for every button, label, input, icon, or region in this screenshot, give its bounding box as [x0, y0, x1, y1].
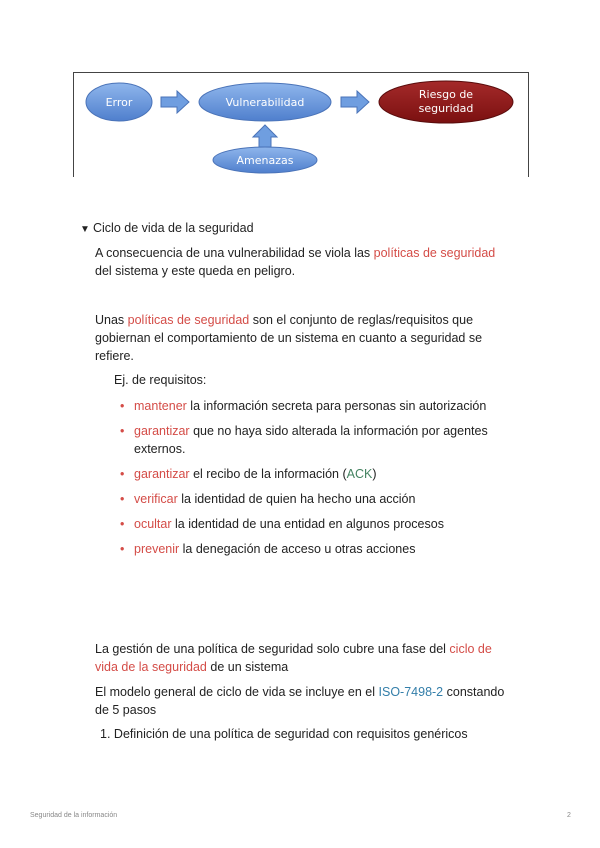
toggle-label: Ciclo de vida de la seguridad — [93, 221, 254, 235]
arrow-right-icon — [341, 91, 369, 113]
threat-diagram — [73, 72, 529, 177]
list-item: • prevenir la denegación de acceso u otras acciones — [120, 542, 416, 556]
error-label: Error — [105, 96, 133, 109]
steps-list — [100, 725, 468, 743]
link-iso[interactable]: ISO-7498-2 — [378, 685, 444, 699]
link-politicas[interactable]: políticas de seguridad — [373, 246, 496, 260]
riesgo-label-2: seguridad — [418, 102, 474, 115]
list-item: • verificar la identidad de quien ha hecho una acción — [120, 492, 416, 506]
list-item: • ocultar la identidad de una entidad en algunos procesos — [120, 517, 444, 531]
paragraph-3: La gestión de una política de seguridad solo cubre una fase del ciclo de vida de la seguridad de un sistema — [95, 642, 492, 674]
arrow-up-icon — [253, 125, 277, 147]
examples-label: Ej. de requisitos: — [114, 373, 207, 387]
page-number: 2 — [567, 812, 571, 819]
paragraph-4: El modelo general de ciclo de vida se incluye en el ISO-7498-2 constando de 5 pasos — [95, 685, 505, 717]
amenazas-label: Amenazas — [236, 154, 294, 167]
riesgo-label-1: Riesgo de — [418, 88, 474, 101]
link-ciclo[interactable]: ciclo de — [449, 642, 492, 656]
list-item: • garantizar que no haya sido alterada la información por agentes externos. — [120, 424, 488, 456]
arrow-right-icon — [161, 91, 189, 113]
ack-link[interactable]: ACK — [346, 467, 373, 481]
list-item: • mantener la información secreta para personas sin autorización — [120, 399, 487, 413]
link-politicas[interactable]: políticas de seguridad — [127, 313, 250, 327]
requirements-list — [120, 397, 520, 565]
vulnerabilidad-label: Vulnerabilidad — [225, 96, 305, 109]
list-item: • garantizar el recibo de la información (ACK) — [120, 467, 377, 481]
toggle-heading[interactable] — [80, 221, 254, 235]
footer-title: Seguridad de la información — [30, 812, 118, 819]
link-ciclo[interactable]: vida de la seguridad — [95, 660, 207, 674]
paragraph-1: A consecuencia de una vulnerabilidad se viola las políticas de seguridad del sistema y este queda en peligro. — [95, 246, 496, 278]
paragraph-2: Unas políticas de seguridad son el conjunto de reglas/requisitos que gobiernan el comportamiento de un sistema en cuanto a seguridad se refiere. — [95, 313, 483, 363]
triangle-down-icon[interactable]: ▼ — [80, 224, 90, 235]
list-item: 1. Definición de una política de seguridad con requisitos genéricos — [100, 727, 468, 741]
